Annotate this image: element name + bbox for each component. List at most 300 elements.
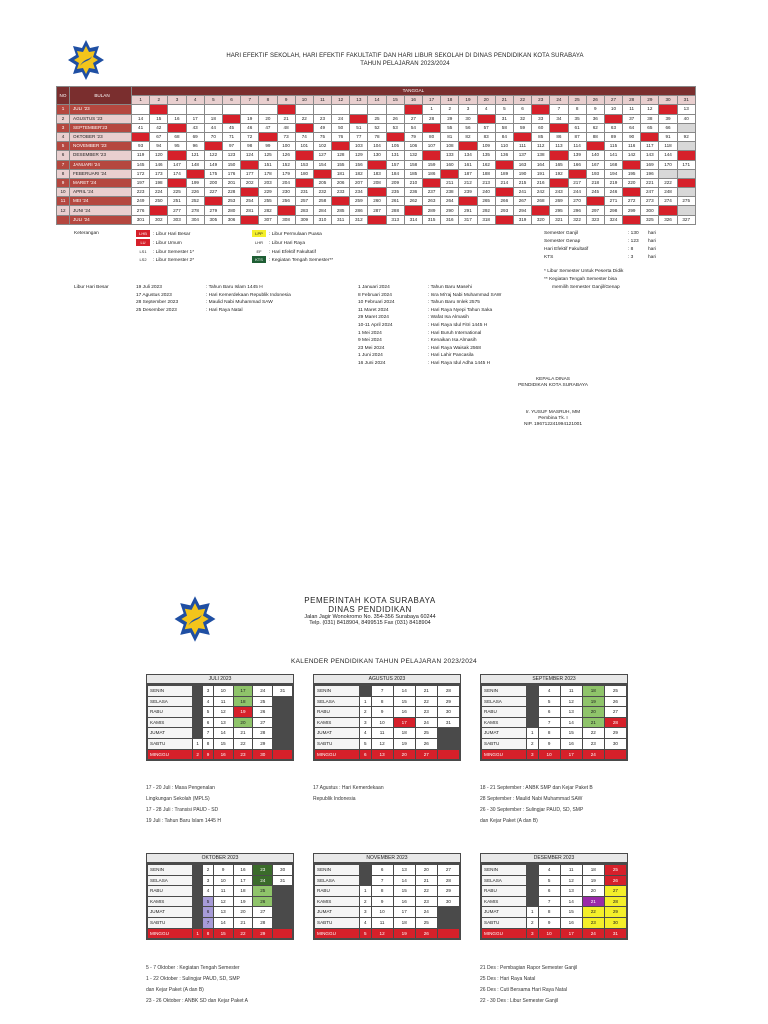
day-cell: 15 bbox=[561, 907, 582, 917]
row-number bbox=[57, 215, 70, 224]
date-cell bbox=[350, 105, 368, 114]
date-cell: 242 bbox=[532, 188, 550, 197]
day-cell: 22 bbox=[234, 739, 253, 749]
date-cell: 208 bbox=[368, 178, 386, 187]
date-cell: 281 bbox=[241, 206, 259, 215]
date-cell: 109 bbox=[477, 142, 495, 151]
date-cell bbox=[677, 123, 695, 132]
date-cell bbox=[586, 142, 604, 151]
date-cell: 54 bbox=[404, 123, 422, 132]
month-calendar bbox=[313, 853, 461, 940]
day-cell: 24 bbox=[253, 876, 272, 886]
date-header-cell: 13 bbox=[350, 96, 368, 105]
weekday-row bbox=[148, 697, 292, 707]
date-cell: 206 bbox=[332, 178, 350, 187]
weekday-row bbox=[482, 918, 626, 928]
date-cell: 121 bbox=[186, 151, 204, 160]
date-cell: 44 bbox=[204, 123, 222, 132]
date-cell: 311 bbox=[332, 215, 350, 224]
weekday-label: RABU bbox=[315, 707, 359, 717]
month-calendar bbox=[146, 853, 294, 940]
date-cell: 35 bbox=[568, 114, 586, 123]
document-title: HARI EFEKTIF SEKOLAH, HARI EFEKTIF FAKULTATIF DAN HARI LIBUR SEKOLAH DI DINAS PENDIDIKAN KOTA SURABAYA TAHUN PELAJARAN 2023/2024 bbox=[226, 53, 584, 67]
date-header-cell: 18 bbox=[441, 96, 459, 105]
row-number: 9 bbox=[57, 178, 70, 187]
day-cell: 2 bbox=[360, 897, 371, 907]
date-cell: 76 bbox=[332, 132, 350, 141]
date-cell: 14 bbox=[132, 114, 150, 123]
date-cell: 128 bbox=[332, 151, 350, 160]
day-cell: 14 bbox=[394, 876, 415, 886]
date-cell bbox=[677, 178, 695, 187]
day-cell bbox=[273, 707, 292, 717]
day-cell: 13 bbox=[561, 886, 582, 896]
day-cell: 11 bbox=[561, 865, 582, 875]
date-cell: 95 bbox=[168, 142, 186, 151]
date-cell: 23 bbox=[313, 114, 331, 123]
date-cell: 270 bbox=[568, 197, 586, 206]
date-cell: 207 bbox=[350, 178, 368, 187]
date-cell: 309 bbox=[295, 215, 313, 224]
date-cell: 74 bbox=[295, 132, 313, 141]
date-cell: 138 bbox=[532, 151, 550, 160]
date-cell bbox=[186, 169, 204, 178]
date-cell: 87 bbox=[568, 132, 586, 141]
date-cell: 59 bbox=[513, 123, 531, 132]
date-cell: 11 bbox=[623, 105, 641, 114]
date-cell: 213 bbox=[477, 178, 495, 187]
day-cell: 29 bbox=[605, 728, 626, 738]
date-cell: 122 bbox=[204, 151, 222, 160]
date-cell: 37 bbox=[623, 114, 641, 123]
note-line: 18 - 21 September : ANBK SMP dan Kejar Paket B bbox=[480, 785, 593, 791]
date-cell: 137 bbox=[513, 151, 531, 160]
date-cell: 101 bbox=[295, 142, 313, 151]
weekday-row bbox=[315, 897, 459, 907]
day-cell bbox=[360, 876, 371, 886]
holiday-item: 10 Februari 2024 : Tahun Baru Imlek 2575 bbox=[358, 300, 480, 306]
date-cell: 2 bbox=[441, 105, 459, 114]
day-cell: 13 bbox=[214, 718, 233, 728]
table-row bbox=[57, 142, 696, 151]
row-number: 4 bbox=[57, 132, 70, 141]
surabaya-emblem-icon bbox=[66, 38, 106, 82]
day-cell: 21 bbox=[416, 686, 437, 696]
date-cell: 67 bbox=[150, 132, 168, 141]
day-cell: 19 bbox=[234, 707, 253, 717]
date-cell: 10 bbox=[604, 105, 622, 114]
weekday-label: MINGGU bbox=[148, 929, 192, 939]
date-header-cell: 29 bbox=[641, 96, 659, 105]
weekday-label: SENIN bbox=[315, 686, 359, 696]
date-cell: 245 bbox=[586, 188, 604, 197]
date-cell: 306 bbox=[222, 215, 240, 224]
date-cell: 83 bbox=[477, 132, 495, 141]
date-cell: 80 bbox=[423, 132, 441, 141]
notes-july bbox=[146, 783, 221, 827]
day-cell: 27 bbox=[253, 907, 272, 917]
legend-code-lhr: LHR bbox=[254, 239, 263, 245]
note-line: 28 September : Maulid Nabi Muhammad SAW bbox=[480, 796, 583, 802]
weekday-row bbox=[315, 876, 459, 886]
date-cell: 141 bbox=[604, 151, 622, 160]
month-calendar-title: AGUSTUS 2023 bbox=[314, 675, 460, 683]
row-number: 10 bbox=[57, 188, 70, 197]
day-cell bbox=[273, 907, 292, 917]
day-cell bbox=[193, 907, 202, 917]
weekday-row bbox=[315, 907, 459, 917]
weekday-label: JUMAT bbox=[482, 907, 526, 917]
date-cell: 299 bbox=[623, 206, 641, 215]
weekday-row bbox=[315, 865, 459, 875]
date-cell: 283 bbox=[295, 206, 313, 215]
date-cell bbox=[132, 132, 150, 141]
date-cell bbox=[313, 105, 331, 114]
date-cell: 32 bbox=[513, 114, 531, 123]
day-cell bbox=[527, 718, 538, 728]
date-cell: 240 bbox=[477, 188, 495, 197]
date-cell: 243 bbox=[550, 188, 568, 197]
date-cell bbox=[423, 178, 441, 187]
day-cell: 30 bbox=[273, 865, 292, 875]
date-header-cell: 8 bbox=[259, 96, 277, 105]
day-cell: 8 bbox=[203, 929, 212, 939]
day-cell: 20 bbox=[234, 718, 253, 728]
day-cell: 14 bbox=[214, 728, 233, 738]
date-cell bbox=[550, 123, 568, 132]
date-header-cell: 16 bbox=[404, 96, 422, 105]
weekday-row bbox=[148, 750, 292, 760]
date-cell bbox=[132, 105, 150, 114]
day-cell: 16 bbox=[561, 739, 582, 749]
note-line: 5 - 7 Oktober : Kegiatan Tengah Semester bbox=[146, 965, 240, 971]
date-cell: 64 bbox=[623, 123, 641, 132]
date-cell: 81 bbox=[441, 132, 459, 141]
date-cell: 18 bbox=[204, 114, 222, 123]
date-cell: 303 bbox=[168, 215, 186, 224]
date-cell bbox=[150, 206, 168, 215]
holiday-item: 11 Maret 2024 : Hari Raya Nyepi Tahun Saka bbox=[358, 307, 493, 313]
date-header-cell: 7 bbox=[241, 96, 259, 105]
date-cell: 186 bbox=[423, 169, 441, 178]
date-header-cell: 12 bbox=[332, 96, 350, 105]
date-cell: 236 bbox=[404, 188, 422, 197]
day-cell bbox=[193, 897, 202, 907]
date-cell: 135 bbox=[477, 151, 495, 160]
legend-col-2: LPP : Libur Permulaan Puasa LHR : Libur Hari Raya EF : Hari Efektif Fakultatif KTS : Kegiatan Tengah Semester** bbox=[252, 230, 333, 265]
day-cell: 3 bbox=[527, 750, 538, 760]
day-cell bbox=[273, 918, 292, 928]
date-cell bbox=[368, 105, 386, 114]
date-cell bbox=[513, 132, 531, 141]
date-cell: 45 bbox=[222, 123, 240, 132]
date-cell: 33 bbox=[532, 114, 550, 123]
signatory: Ir. YUSUF MASRUH, MM Pembina Tk. I NIP. 196712241994121001 bbox=[523, 410, 583, 427]
date-cell: 182 bbox=[350, 169, 368, 178]
table-row bbox=[57, 105, 696, 114]
day-cell: 21 bbox=[583, 718, 604, 728]
day-cell: 25 bbox=[605, 686, 626, 696]
date-cell bbox=[168, 151, 186, 160]
day-cell: 20 bbox=[416, 865, 437, 875]
day-cell: 10 bbox=[539, 750, 560, 760]
weekday-row bbox=[148, 918, 292, 928]
date-cell: 38 bbox=[641, 114, 659, 123]
day-cell bbox=[273, 750, 292, 760]
date-cell: 209 bbox=[386, 178, 404, 187]
date-cell bbox=[441, 169, 459, 178]
holiday-item: 8 Februari 2024 : Isra Mi'raj Nabi Muhammad SAW bbox=[358, 292, 502, 298]
note-line: 21 Des : Pembagian Rapor Semester Ganjil bbox=[480, 965, 578, 971]
weekday-row bbox=[315, 929, 459, 939]
legend-code-ls1: LS1 bbox=[139, 248, 147, 254]
col-no-header: NO bbox=[57, 87, 70, 105]
day-cell bbox=[438, 907, 459, 917]
date-cell: 106 bbox=[404, 142, 422, 151]
date-cell: 241 bbox=[513, 188, 531, 197]
legend-swatch-lpp: LPP bbox=[252, 230, 266, 237]
day-cell bbox=[360, 865, 371, 875]
row-number: 7 bbox=[57, 160, 70, 169]
day-cell: 5 bbox=[360, 739, 371, 749]
date-cell: 57 bbox=[477, 123, 495, 132]
weekday-row bbox=[148, 718, 292, 728]
day-cell: 14 bbox=[561, 897, 582, 907]
date-header-cell: 31 bbox=[677, 96, 695, 105]
month-calendar bbox=[480, 853, 628, 940]
day-cell: 4 bbox=[203, 886, 212, 896]
day-cell: 12 bbox=[372, 929, 393, 939]
day-cell: 12 bbox=[214, 707, 233, 717]
date-cell: 294 bbox=[513, 206, 531, 215]
date-cell: 250 bbox=[150, 197, 168, 206]
date-cell: 269 bbox=[550, 197, 568, 206]
date-cell: 317 bbox=[459, 215, 477, 224]
date-cell bbox=[204, 197, 222, 206]
date-cell: 52 bbox=[368, 123, 386, 132]
date-cell: 132 bbox=[404, 151, 422, 160]
weekday-row bbox=[148, 897, 292, 907]
day-cell bbox=[193, 918, 202, 928]
date-header-cell: 4 bbox=[186, 96, 204, 105]
date-cell bbox=[241, 160, 259, 169]
weekday-row bbox=[482, 686, 626, 696]
date-header-cell: 19 bbox=[459, 96, 477, 105]
day-cell: 9 bbox=[372, 707, 393, 717]
date-cell: 232 bbox=[313, 188, 331, 197]
day-cell: 28 bbox=[253, 728, 272, 738]
date-cell: 56 bbox=[459, 123, 477, 132]
day-cell: 9 bbox=[214, 865, 233, 875]
day-cell: 7 bbox=[539, 897, 560, 907]
date-cell: 300 bbox=[641, 206, 659, 215]
day-cell: 2 bbox=[203, 865, 212, 875]
date-cell bbox=[386, 105, 404, 114]
legend-code-ls2: LS2 bbox=[139, 257, 147, 263]
day-cell: 11 bbox=[372, 728, 393, 738]
date-cell bbox=[477, 114, 495, 123]
day-cell: 2 bbox=[527, 918, 538, 928]
day-cell: 19 bbox=[583, 697, 604, 707]
day-cell: 3 bbox=[203, 876, 212, 886]
date-cell: 323 bbox=[586, 215, 604, 224]
day-cell: 25 bbox=[605, 865, 626, 875]
date-cell: 298 bbox=[604, 206, 622, 215]
date-cell: 117 bbox=[641, 142, 659, 151]
day-cell bbox=[273, 697, 292, 707]
day-cell bbox=[273, 929, 292, 939]
date-cell bbox=[459, 142, 477, 151]
date-cell: 179 bbox=[277, 169, 295, 178]
date-cell: 24 bbox=[332, 114, 350, 123]
date-cell: 78 bbox=[368, 132, 386, 141]
day-cell: 17 bbox=[234, 686, 253, 696]
date-cell bbox=[604, 114, 622, 123]
day-cell: 16 bbox=[394, 897, 415, 907]
day-cell: 29 bbox=[253, 739, 272, 749]
date-cell bbox=[404, 206, 422, 215]
day-cell: 5 bbox=[539, 697, 560, 707]
day-cell: 8 bbox=[539, 728, 560, 738]
day-cell: 12 bbox=[214, 897, 233, 907]
date-cell: 48 bbox=[277, 123, 295, 132]
day-cell bbox=[273, 728, 292, 738]
weekday-row bbox=[315, 728, 459, 738]
notes-october bbox=[146, 963, 248, 1007]
date-cell: 238 bbox=[441, 188, 459, 197]
date-cell: 318 bbox=[477, 215, 495, 224]
day-cell bbox=[438, 750, 459, 760]
date-header-cell: 1 bbox=[132, 96, 150, 105]
date-cell: 39 bbox=[659, 114, 677, 123]
day-cell: 6 bbox=[360, 750, 371, 760]
date-cell: 187 bbox=[459, 169, 477, 178]
day-cell bbox=[527, 697, 538, 707]
row-number: 12 bbox=[57, 206, 70, 215]
day-cell: 30 bbox=[438, 707, 459, 717]
date-cell bbox=[222, 105, 240, 114]
day-cell: 24 bbox=[583, 750, 604, 760]
weekday-row bbox=[482, 929, 626, 939]
weekday-row bbox=[148, 707, 292, 717]
weekday-label: KAMIS bbox=[315, 897, 359, 907]
date-cell: 62 bbox=[586, 123, 604, 132]
date-cell: 75 bbox=[313, 132, 331, 141]
date-cell: 175 bbox=[204, 169, 222, 178]
day-cell: 23 bbox=[583, 739, 604, 749]
date-cell: 89 bbox=[604, 132, 622, 141]
holidays-list-left bbox=[136, 284, 291, 314]
date-header-cell: 30 bbox=[659, 96, 677, 105]
date-cell: 16 bbox=[168, 114, 186, 123]
date-cell: 22 bbox=[295, 114, 313, 123]
note-line: dan Kejar Paket (A dan B) bbox=[480, 818, 538, 824]
date-header-cell: 25 bbox=[568, 96, 586, 105]
day-cell: 16 bbox=[234, 865, 253, 875]
date-cell: 197 bbox=[132, 178, 150, 187]
date-cell: 29 bbox=[441, 114, 459, 123]
row-month: APRIL '24 bbox=[70, 188, 132, 197]
weekday-label: RABU bbox=[482, 886, 526, 896]
date-cell: 40 bbox=[677, 114, 695, 123]
date-cell: 50 bbox=[332, 123, 350, 132]
date-cell: 61 bbox=[568, 123, 586, 132]
date-cell: 58 bbox=[495, 123, 513, 132]
date-cell: 287 bbox=[368, 206, 386, 215]
date-cell: 254 bbox=[241, 197, 259, 206]
date-header-cell: 5 bbox=[204, 96, 222, 105]
row-month: OKTOBER '23 bbox=[70, 132, 132, 141]
weekday-row bbox=[148, 876, 292, 886]
date-cell: 188 bbox=[477, 169, 495, 178]
date-cell: 321 bbox=[550, 215, 568, 224]
weekday-row bbox=[148, 686, 292, 696]
weekday-label: JUMAT bbox=[315, 907, 359, 917]
date-header-cell: 6 bbox=[222, 96, 240, 105]
day-cell: 13 bbox=[214, 907, 233, 917]
legend-swatch-lu: LU bbox=[136, 239, 150, 246]
day-cell: 10 bbox=[214, 686, 233, 696]
day-cell: 31 bbox=[438, 718, 459, 728]
date-cell bbox=[204, 142, 222, 151]
weekday-row bbox=[148, 739, 292, 749]
signature-block: KEPALA DINAS PENDIDIKAN KOTA SURABAYA bbox=[518, 377, 588, 388]
weekday-row bbox=[315, 718, 459, 728]
day-cell: 20 bbox=[583, 707, 604, 717]
date-cell: 177 bbox=[241, 169, 259, 178]
date-cell: 183 bbox=[368, 169, 386, 178]
day-cell: 17 bbox=[234, 876, 253, 886]
day-cell: 26 bbox=[605, 876, 626, 886]
weekday-label: SABTU bbox=[315, 739, 359, 749]
day-cell: 17 bbox=[394, 718, 415, 728]
row-month: AGUSTUS '23 bbox=[70, 114, 132, 123]
date-cell: 190 bbox=[513, 169, 531, 178]
weekday-row bbox=[482, 718, 626, 728]
day-cell: 10 bbox=[372, 907, 393, 917]
date-cell: 211 bbox=[441, 178, 459, 187]
date-cell bbox=[295, 105, 313, 114]
date-cell: 285 bbox=[332, 206, 350, 215]
day-cell: 26 bbox=[605, 697, 626, 707]
calendar-title: KALENDER PENDIDIKAN TAHUN PELAJARAN 2023/2024 bbox=[291, 658, 477, 665]
date-cell: 125 bbox=[259, 151, 277, 160]
date-cell: 230 bbox=[277, 188, 295, 197]
date-cell: 199 bbox=[186, 178, 204, 187]
date-cell bbox=[659, 206, 677, 215]
date-cell: 215 bbox=[513, 178, 531, 187]
date-cell: 139 bbox=[568, 151, 586, 160]
day-cell: 27 bbox=[253, 718, 272, 728]
date-cell: 131 bbox=[386, 151, 404, 160]
date-cell: 93 bbox=[132, 142, 150, 151]
day-cell: 13 bbox=[561, 707, 582, 717]
date-cell: 249 bbox=[132, 197, 150, 206]
day-cell: 21 bbox=[583, 897, 604, 907]
date-cell: 219 bbox=[604, 178, 622, 187]
date-header-cell: 17 bbox=[423, 96, 441, 105]
date-cell: 146 bbox=[150, 160, 168, 169]
date-cell: 205 bbox=[313, 178, 331, 187]
date-cell bbox=[186, 105, 204, 114]
date-cell: 203 bbox=[259, 178, 277, 187]
notes-september bbox=[480, 783, 593, 827]
day-cell: 18 bbox=[583, 865, 604, 875]
date-cell: 316 bbox=[441, 215, 459, 224]
date-cell: 326 bbox=[659, 215, 677, 224]
col-date-header: TANGGAL bbox=[132, 87, 696, 96]
date-cell: 271 bbox=[604, 197, 622, 206]
